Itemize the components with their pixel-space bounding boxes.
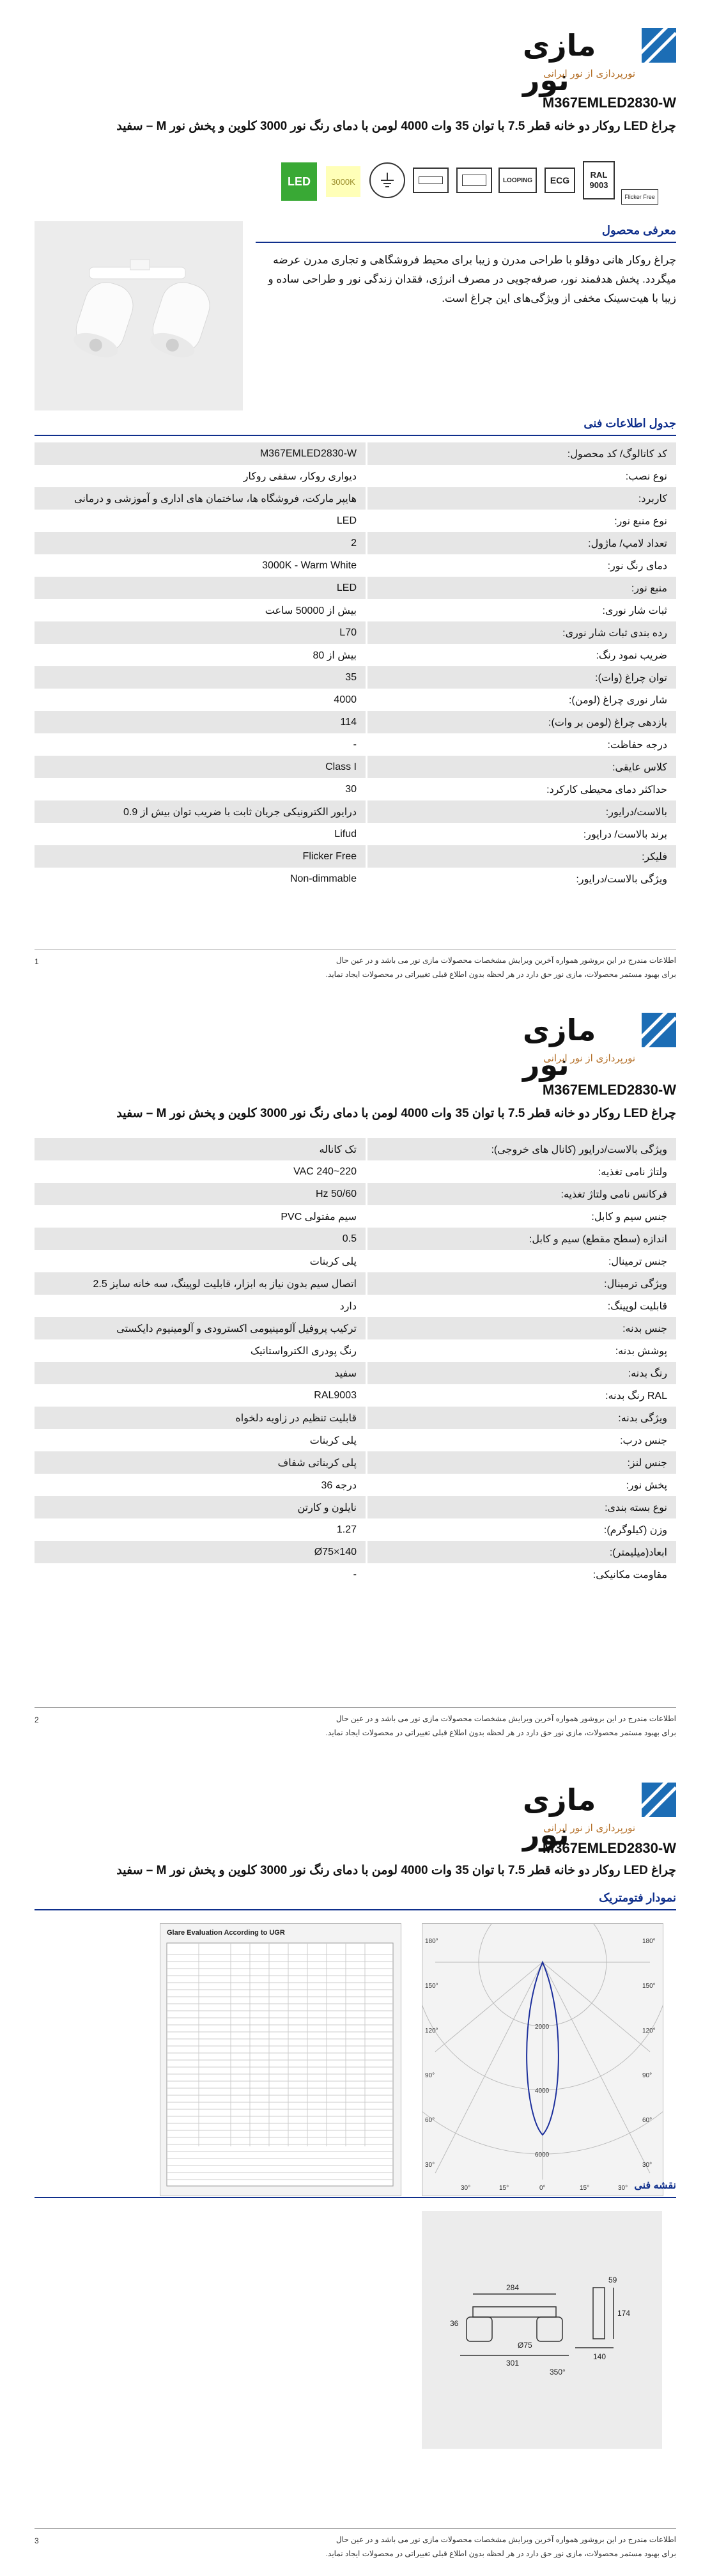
polar-bottom-label: 30° [618, 2185, 628, 2192]
spec-value: Ø75×140 [35, 1541, 367, 1563]
polar-angle-label: 180° [425, 1938, 438, 1945]
spec-value: درایور الکترونیکی جریان ثابت با ضریب توان بیش از 0.9 [35, 800, 367, 823]
spec-row [35, 465, 676, 487]
spec-row [35, 1317, 676, 1339]
spec-value: بیش از 80 [35, 644, 367, 666]
spec-value: 35 [35, 666, 367, 689]
page-number: 3 [35, 2536, 39, 2545]
polar-bottom-label: 30° [461, 2185, 471, 2192]
ugr-title: Glare Evaluation According to UGR [167, 1929, 285, 1937]
footer-line-2: برای بهبود مستمر محصولات، مازی نور حق دارد در هر لحظه بدون اطلاع قبلی تغییراتی در محصولات ایجاد نماید. [325, 2549, 676, 2558]
page-footer [35, 1707, 676, 1737]
section-title-drawing: نقشه فنی [634, 2180, 676, 2191]
spec-value: Non-dimmable [35, 868, 367, 890]
spec-label: نوع بسته بندی: [367, 1496, 677, 1518]
brand-logo [523, 1013, 676, 1083]
polar-bottom-label: 15° [580, 2185, 590, 2192]
section-title-photometric: نمودار فتومتریک [599, 1891, 676, 1904]
spec-value: پلی کربناتی شفاف [35, 1451, 367, 1474]
product-photo [35, 221, 243, 410]
section-title-spec: جدول اطلاعات فنی [583, 417, 676, 430]
page-footer [35, 2528, 676, 2558]
logo-slogan: نورپردازی از نور ایرانی [543, 1052, 635, 1064]
spec-label: جنس درب: [367, 1429, 677, 1451]
spec-value: L70 [35, 621, 367, 644]
footer-line-2: برای بهبود مستمر محصولات، مازی نور حق دارد در هر لحظه بدون اطلاع قبلی تغییراتی در محصولات ایجاد نماید. [325, 970, 676, 979]
technical-drawing [422, 2211, 662, 2449]
spec-value: پلی کربنات [35, 1429, 367, 1451]
footer-text [326, 1712, 676, 1740]
spec-value: دارد [35, 1295, 367, 1317]
cct-icon: 3000K [326, 166, 360, 197]
footer-line-1: اطلاعات مندرج در این بروشور همواره آخرین ویرایش مشخصات محصولات مازی نور می باشد و در عین حال [336, 956, 676, 965]
spec-value: Class I [35, 756, 367, 778]
footer-line-2: برای بهبود مستمر محصولات، مازی نور حق دارد در هر لحظه بدون اطلاع قبلی تغییراتی در محصولات ایجاد نماید. [325, 1728, 676, 1737]
product-title: چراغ LED روکار دو خانه قطر 7.5 با توان 35 وات 4000 لومن با دمای رنگ نور 3000 کلوین و پخش نور M – سفید [116, 1107, 676, 1120]
spec-row [35, 510, 676, 532]
spec-row [35, 1138, 676, 1160]
spec-label: بازدهی چراغ (لومن بر وات): [367, 711, 677, 733]
spec-value: - [35, 733, 367, 756]
spec-label: برند بالاست/ درایور: [367, 823, 677, 845]
spec-label: حداکثر دمای محیطی کارکرد: [367, 778, 677, 800]
polar-angle-label: 30° [642, 2162, 653, 2169]
spec-label: ویژگی بدنه: [367, 1407, 677, 1429]
ecg-icon: ECG [545, 168, 575, 193]
polar-angle-label: 60° [642, 2117, 653, 2124]
spec-label: پوشش بدنه: [367, 1339, 677, 1362]
footer-line-1: اطلاعات مندرج در این بروشور همواره آخرین ویرایش مشخصات محصولات مازی نور می باشد و در عین حال [336, 1714, 676, 1723]
spec-value: RAL9003 [35, 1384, 367, 1407]
spec-value: سیم مفتولی PVC [35, 1205, 367, 1228]
spec-row [35, 442, 676, 465]
logo-slogan: نورپردازی از نور ایرانی [543, 1822, 635, 1834]
product-code: M367EMLED2830-W [542, 1082, 676, 1098]
looping-icon: LOOPING [498, 168, 537, 193]
spec-label: ویژگی ترمینال: [367, 1272, 677, 1295]
spec-row [35, 800, 676, 823]
spec-label: RAL رنگ بدنه: [367, 1384, 677, 1407]
polar-angle-label: 90° [425, 2072, 435, 2079]
polar-ring-label: 2000 [535, 2024, 550, 2031]
logo-mark [642, 1013, 676, 1047]
logo-wordmark: مازی نور [523, 1013, 596, 1082]
spec-value: دیواری روکار، سقفی روکار [35, 465, 367, 487]
spec-label: توان چراغ (وات): [367, 666, 677, 689]
ugr-table [160, 1923, 401, 2196]
spec-value: 220~240 VAC [35, 1160, 367, 1183]
spec-label: ویژگی بالاست/درایور: [367, 868, 677, 890]
ugr-grid [160, 1942, 401, 2194]
spec-value: 1.27 [35, 1518, 367, 1541]
page-1 [0, 0, 703, 983]
brand-logo [523, 28, 676, 98]
spec-label: جنس بدنه: [367, 1317, 677, 1339]
spec-row [35, 532, 676, 554]
dim-width: 284 [506, 2283, 520, 2292]
polar-bottom-label: 15° [499, 2185, 509, 2192]
spec-value: ترکیب پروفیل آلومینیومی اکسترودی و آلومینیوم دایکستی [35, 1317, 367, 1339]
dim-depth: 59 [608, 2275, 617, 2284]
driver-icon [456, 168, 492, 193]
logo-mark [642, 28, 676, 63]
spec-label: ابعاد(میلیمتر): [367, 1541, 677, 1563]
polar-angle-label: 60° [425, 2117, 435, 2124]
spec-label: درجه حفاظت: [367, 733, 677, 756]
spec-row [35, 621, 676, 644]
spec-row [35, 1295, 676, 1317]
spec-row [35, 756, 676, 778]
spec-label: بالاست/درایور: [367, 800, 677, 823]
dim-length: 140 [593, 2352, 606, 2361]
spec-label: دمای رنگ نور: [367, 554, 677, 577]
spec-label: کاربرد: [367, 487, 677, 510]
spec-label: ویژگی بالاست/درایور (کانال های خروجی): [367, 1138, 677, 1160]
polar-angle-label: 150° [425, 1983, 438, 1990]
spec-value: قابلیت تنظیم در زاویه دلخواه [35, 1407, 367, 1429]
spec-row [35, 599, 676, 621]
spec-label: شار نوری چراغ (لومن): [367, 689, 677, 711]
spec-value: 0.5 [35, 1228, 367, 1250]
polar-angle-label: 150° [642, 1983, 656, 1990]
spec-label: کد کاتالوگ/ کد محصول: [367, 442, 677, 465]
polar-diagram [422, 1923, 663, 2196]
spec-table-1 [35, 442, 676, 890]
spec-value: هایپر مارکت، فروشگاه ها، ساختمان های اداری و آموزشی و درمانی [35, 487, 367, 510]
logo-mark [642, 1783, 676, 1817]
spec-table-2 [35, 1138, 676, 1586]
spec-value: تک کاناله [35, 1138, 367, 1160]
polar-ring-label: 6000 [535, 2151, 550, 2158]
spec-label: جنس لنز: [367, 1451, 677, 1474]
spec-label: رده بندی ثبات شار نوری: [367, 621, 677, 644]
spec-value: درجه 36 [35, 1474, 367, 1496]
spec-row [35, 823, 676, 845]
footer-line-1: اطلاعات مندرج در این بروشور همواره آخرین ویرایش مشخصات محصولات مازی نور می باشد و در عین حال [336, 2535, 676, 2544]
spec-label: جنس سیم و کابل: [367, 1205, 677, 1228]
spec-row [35, 845, 676, 868]
spec-row [35, 689, 676, 711]
spec-row [35, 778, 676, 800]
spec-row [35, 1518, 676, 1541]
dim-height: 174 [617, 2309, 631, 2318]
spec-row [35, 1541, 676, 1563]
spec-row [35, 1407, 676, 1429]
ground-icon [369, 162, 405, 198]
led-icon: LED [281, 162, 317, 201]
dim-diameter: Ø75 [518, 2341, 532, 2350]
section-title-intro: معرفی محصول [601, 224, 676, 237]
section-divider [35, 1909, 676, 1910]
product-code: M367EMLED2830-W [542, 95, 676, 111]
spec-row [35, 1205, 676, 1228]
section-divider [35, 2197, 676, 2198]
page-3 [0, 1763, 703, 2576]
spec-value: اتصال سیم بدون نیاز به ابزار، قابلیت لوپینگ، سه خانه سایز 2.5 [35, 1272, 367, 1295]
spec-label: قابلیت لوپینگ: [367, 1295, 677, 1317]
section-divider [35, 435, 676, 436]
spec-value: Flicker Free [35, 845, 367, 868]
spec-label: ولتاژ نامی تغذیه: [367, 1160, 677, 1183]
spec-row [35, 1250, 676, 1272]
spec-value: LED [35, 577, 367, 599]
spec-row [35, 1228, 676, 1250]
spec-row [35, 1474, 676, 1496]
flicker-free-icon: Flicker Free [621, 189, 658, 205]
polar-bottom-label: 0° [539, 2185, 546, 2192]
page-2 [0, 983, 703, 1763]
intro-text: چراغ روکار هانی دوقلو با طراحی مدرن و زیبا برای محیط فروشگاهی و تجاری مدرن عرضه میگردد. پخش هدفمند نور، صرفه‌جویی در مصرف انرژی، فقدان زندگی نور و طراحی ساده و زیبا با هیت‌سینک مخفی از ویژگی‌های این چراغ است. [268, 254, 676, 304]
spec-label: وزن (کیلوگرم): [367, 1518, 677, 1541]
spec-row [35, 644, 676, 666]
spec-value: 114 [35, 711, 367, 733]
spec-row [35, 666, 676, 689]
spec-row [35, 1160, 676, 1183]
section-divider [256, 242, 676, 243]
spec-row [35, 1496, 676, 1518]
spec-label: جنس ترمینال: [367, 1250, 677, 1272]
spec-value: 2 [35, 532, 367, 554]
footer-text [326, 953, 676, 981]
spec-label: منبع نور: [367, 577, 677, 599]
ral-icon: RAL 9003 [583, 161, 615, 199]
spec-value: رنگ پودری الکترواستاتیک [35, 1339, 367, 1362]
spec-row [35, 1451, 676, 1474]
dim-offset: 36 [450, 2319, 459, 2328]
spec-row [35, 1272, 676, 1295]
polar-angle-label: 120° [425, 2027, 438, 2034]
spec-value: 30 [35, 778, 367, 800]
spec-label: پخش نور: [367, 1474, 677, 1496]
spec-value: 50/60 Hz [35, 1183, 367, 1205]
product-title: چراغ LED روکار دو خانه قطر 7.5 با توان 35 وات 4000 لومن با دمای رنگ نور 3000 کلوین و پخش نور M – سفید [116, 1864, 676, 1877]
spec-value: M367EMLED2830-W [35, 442, 367, 465]
product-code: M367EMLED2830-W [542, 1840, 676, 1856]
spec-row [35, 554, 676, 577]
spec-label: نوع نصب: [367, 465, 677, 487]
spec-value: پلی کربنات [35, 1250, 367, 1272]
spec-label: کلاس عایقی: [367, 756, 677, 778]
polar-angle-label: 30° [425, 2162, 435, 2169]
spec-label: ثبات شار نوری: [367, 599, 677, 621]
spec-value: بیش از 50000 ساعت [35, 599, 367, 621]
spec-row [35, 1339, 676, 1362]
spec-row [35, 1362, 676, 1384]
product-title: چراغ LED روکار دو خانه قطر 7.5 با توان 35 وات 4000 لومن با دمای رنگ نور 3000 کلوین و پخش نور M – سفید [116, 120, 676, 133]
dim-total: 301 [506, 2359, 520, 2368]
spec-row [35, 577, 676, 599]
spec-value: LED [35, 510, 367, 532]
page-number: 2 [35, 1715, 39, 1724]
spec-row [35, 733, 676, 756]
logo-slogan: نورپردازی از نور ایرانی [543, 68, 635, 79]
spec-value: نایلون و کارتن [35, 1496, 367, 1518]
page-number: 1 [35, 957, 39, 966]
spec-value: 3000K - Warm White [35, 554, 367, 577]
spec-label: فلیکر: [367, 845, 677, 868]
spec-value: Lifud [35, 823, 367, 845]
logo-wordmark: مازی نور [523, 28, 596, 97]
spec-row [35, 487, 676, 510]
spec-label: اندازه (سطح مقطع) سیم و کابل: [367, 1228, 677, 1250]
spec-row [35, 1563, 676, 1586]
spec-row [35, 1384, 676, 1407]
polar-angle-label: 120° [642, 2027, 656, 2034]
spec-row [35, 1429, 676, 1451]
spec-label: رنگ بدنه: [367, 1362, 677, 1384]
polar-angle-label: 180° [642, 1938, 656, 1945]
spec-row [35, 868, 676, 890]
spec-label: فرکانس نامی ولتاژ تغذیه: [367, 1183, 677, 1205]
spec-label: تعداد لامپ/ ماژول: [367, 532, 677, 554]
spec-value: - [35, 1563, 367, 1586]
surface-mount-icon [413, 168, 449, 193]
spec-label: ضریب نمود رنگ: [367, 644, 677, 666]
footer-text [326, 2533, 676, 2561]
polar-angle-label: 90° [642, 2072, 653, 2079]
logo-wordmark: مازی نور [523, 1783, 596, 1852]
spec-label: نوع منبع نور: [367, 510, 677, 532]
dim-rotation: 350° [550, 2368, 566, 2377]
spec-label: مقاومت مکانیکی: [367, 1563, 677, 1586]
spec-value: 4000 [35, 689, 367, 711]
spec-value: سفید [35, 1362, 367, 1384]
polar-ring-label: 4000 [535, 2088, 550, 2095]
spec-row [35, 711, 676, 733]
spec-row [35, 1183, 676, 1205]
